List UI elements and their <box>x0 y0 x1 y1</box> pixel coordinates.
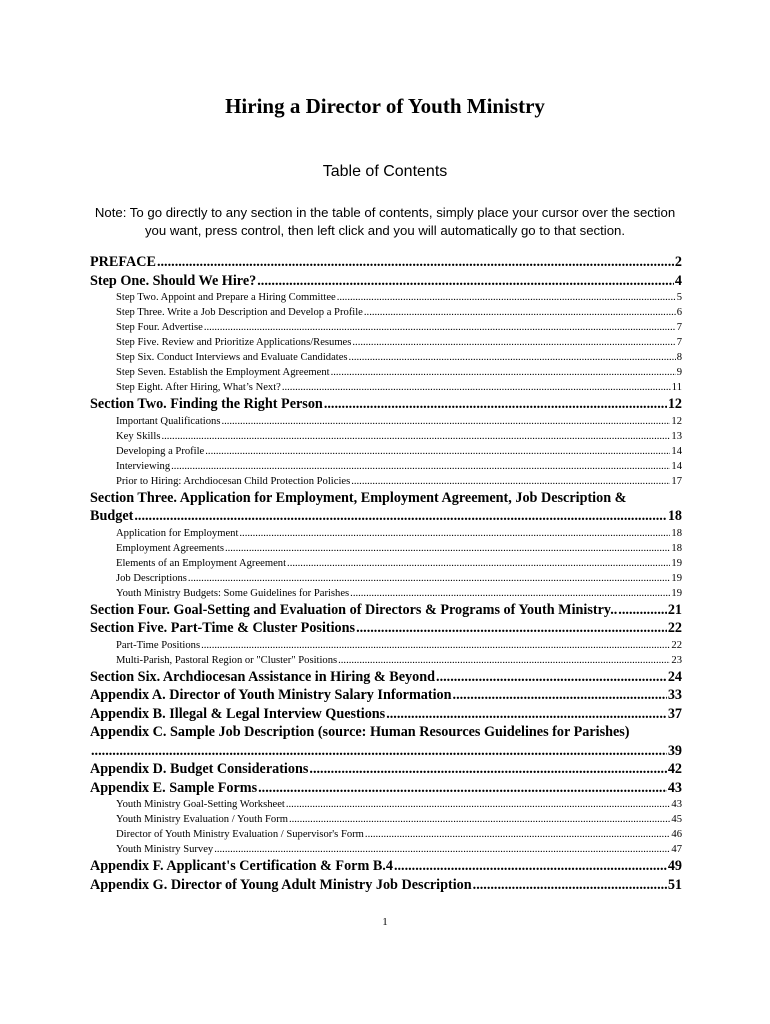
toc-entry-goal-setting-worksheet[interactable]: Youth Ministry Goal-Setting Worksheet ..... 43 <box>90 797 682 812</box>
toc-entry-prior-to-hiring[interactable]: Prior to Hiring: Archdiocesan Child Protection Policies ..... 17 <box>90 474 682 489</box>
toc-entry-step-one[interactable]: Step One. Should We Hire? ..... 4 <box>90 272 682 291</box>
toc-heading: Table of Contents <box>322 163 448 180</box>
toc-entry-employment-agreements[interactable]: Employment Agreements ..... 18 <box>90 541 682 556</box>
toc-entry-supervisors-form[interactable]: Director of Youth Ministry Evaluation / Supervisor's Form ..... 46 <box>90 827 682 842</box>
toc-entry-preface[interactable]: PREFACE ..... 2 <box>90 253 682 272</box>
toc-entry-section-four[interactable]: Section Four. Goal-Setting and Evaluation of Directors & Programs of Youth Ministry.. ..... 21 <box>90 601 682 620</box>
toc-entry-step-five[interactable]: Step Five. Review and Prioritize Applications/Resumes ..... 7 <box>90 335 682 350</box>
table-of-contents <box>90 253 682 894</box>
toc-entry-step-six[interactable]: Step Six. Conduct Interviews and Evaluate Candidates ..... 8 <box>90 350 682 365</box>
toc-entry-appendix-g[interactable]: Appendix G. Director of Young Adult Ministry Job Description ..... 51 <box>90 876 682 895</box>
toc-entry-job-descriptions[interactable]: Job Descriptions ..... 19 <box>90 571 682 586</box>
toc-entry-youth-ministry-budgets[interactable]: Youth Ministry Budgets: Some Guidelines for Parishes ..... 19 <box>90 586 682 601</box>
toc-entry-appendix-c-line2[interactable]: ..... 39 <box>90 742 682 761</box>
page-number: 1 <box>382 916 388 928</box>
toc-entry-developing-profile[interactable]: Developing a Profile ..... 14 <box>90 444 682 459</box>
toc-entry-section-three-line1[interactable]: Section Three. Application for Employment, Employment Agreement, Job Description & <box>90 489 627 506</box>
navigation-note: Note: To go directly to any section in the table of contents, simply place your cursor over the section you want, press control, then left click and you will automatically go to that section. <box>94 205 676 238</box>
toc-entry-elements-of-agreement[interactable]: Elements of an Employment Agreement ..... 19 <box>90 556 682 571</box>
toc-entry-step-eight[interactable]: Step Eight. After Hiring, What’s Next? ..... 11 <box>90 380 682 395</box>
toc-entry-part-time-positions[interactable]: Part-Time Positions ..... 22 <box>90 638 682 653</box>
toc-entry-section-six[interactable]: Section Six. Archdiocesan Assistance in Hiring & Beyond ..... 24 <box>90 668 682 687</box>
toc-entry-interviewing[interactable]: Interviewing ..... 14 <box>90 459 682 474</box>
document-title: Hiring a Director of Youth Ministry <box>225 94 545 118</box>
toc-entry-appendix-a[interactable]: Appendix A. Director of Youth Ministry Salary Information ..... 33 <box>90 686 682 705</box>
toc-entry-section-three-line2[interactable]: Budget ..... 18 <box>90 507 682 526</box>
toc-entry-appendix-e[interactable]: Appendix E. Sample Forms ..... 43 <box>90 779 682 798</box>
toc-entry-step-seven[interactable]: Step Seven. Establish the Employment Agreement ..... 9 <box>90 365 682 380</box>
toc-entry-youth-ministry-survey[interactable]: Youth Ministry Survey ..... 47 <box>90 842 682 857</box>
toc-entry-youth-form[interactable]: Youth Ministry Evaluation / Youth Form ..... 45 <box>90 812 682 827</box>
toc-entry-step-four[interactable]: Step Four. Advertise ..... 7 <box>90 320 682 335</box>
toc-entry-multi-parish-positions[interactable]: Multi-Parish, Pastoral Region or "Cluster" Positions ..... 23 <box>90 653 682 668</box>
toc-entry-appendix-d[interactable]: Appendix D. Budget Considerations ..... 42 <box>90 760 682 779</box>
toc-entry-appendix-c-line1[interactable]: Appendix C. Sample Job Description (source: Human Resources Guidelines for Parishes) <box>90 724 630 740</box>
toc-entry-appendix-f[interactable]: Appendix F. Applicant's Certification & Form B.4 ..... 49 <box>90 857 682 876</box>
toc-entry-step-two[interactable]: Step Two. Appoint and Prepare a Hiring Committee ..... 5 <box>90 290 682 305</box>
toc-entry-application-for-employment[interactable]: Application for Employment ..... 18 <box>90 526 682 541</box>
toc-entry-important-qualifications[interactable]: Important Qualifications ..... 12 <box>90 414 682 429</box>
toc-entry-step-three[interactable]: Step Three. Write a Job Description and Develop a Profile ..... 6 <box>90 305 682 320</box>
toc-entry-section-five[interactable]: Section Five. Part-Time & Cluster Positions ..... 22 <box>90 619 682 638</box>
toc-entry-key-skills[interactable]: Key Skills ..... 13 <box>90 429 682 444</box>
toc-entry-appendix-b[interactable]: Appendix B. Illegal & Legal Interview Questions ..... 37 <box>90 705 682 724</box>
toc-entry-section-two[interactable]: Section Two. Finding the Right Person ..... 12 <box>90 395 682 414</box>
